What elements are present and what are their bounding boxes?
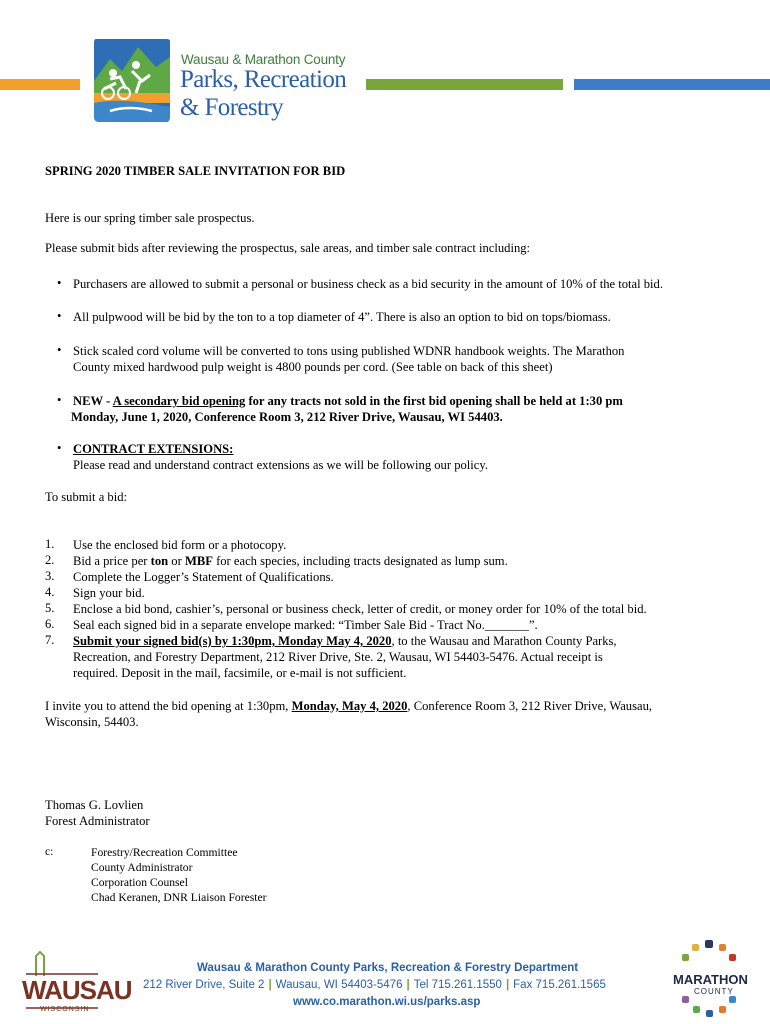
step-number: 7. <box>45 633 55 647</box>
to-submit-heading: To submit a bid: <box>45 490 128 504</box>
bullet-item: Purchasers are allowed to submit a personal or business check as a bid security in the amount of 10% of the total bid. <box>73 277 664 291</box>
step-number: 3. <box>45 569 55 583</box>
footer-city: Wausau, WI 54403-5476 <box>275 979 403 991</box>
header-blue-bar <box>574 79 770 90</box>
deadline-text: Submit your signed bid(s) by 1:30pm, Monday May 4, 2020 <box>73 634 392 648</box>
contract-extensions-text: Please read and understand contract extensions as we will be following our policy. <box>73 458 489 472</box>
bullet-icon: • <box>57 441 62 455</box>
marathon-logo-text: MARATHON <box>673 972 748 987</box>
cc-recipient: Chad Keranen, DNR Liaison Forester <box>91 891 267 904</box>
secondary-bid-details: Monday, June 1, 2020, Conference Room 3, 212 River Drive, Wausau, WI 54403. <box>71 410 503 424</box>
footer-tel: Tel 715.261.1550 <box>413 979 502 991</box>
step-number: 1. <box>45 537 55 551</box>
signer-title: Forest Administrator <box>45 814 150 828</box>
invite-paragraph: I invite you to attend the bid opening at 1:30pm, Monday, May 4, 2020, Conference Room 3, 212 River Drive, Wausau, Wisconsin, 54403. <box>45 699 653 729</box>
bullet-item <box>73 343 733 375</box>
cc-label: c: <box>45 845 54 858</box>
letter-title: SPRING 2020 TIMBER SALE INVITATION FOR BID <box>45 164 346 178</box>
step-item: Complete the Logger’s Statement of Qualifications. <box>73 570 334 584</box>
footer-contact: 212 River Drive, Suite 2 | Wausau, WI 54403-5476 | Tel 715.261.1550 | Fax 715.261.1565 <box>143 979 606 991</box>
new-label: NEW - <box>73 394 113 408</box>
bullet-item-contract-extensions <box>73 441 733 473</box>
header-orange-bar <box>0 79 80 90</box>
cc-recipient: Forestry/Recreation Committee <box>91 846 238 859</box>
step-item: Enclose a bid bond, cashier’s, personal or business check, letter of credit, or money order for 10% of the total bid. <box>73 602 647 616</box>
bullet-icon: • <box>57 393 62 407</box>
step-number: 6. <box>45 617 55 631</box>
cc-recipient: County Administrator <box>91 861 193 874</box>
bullet-icon: • <box>57 343 62 357</box>
signer-name: Thomas G. Lovlien <box>45 798 144 812</box>
county-logo-text: COUNTY <box>694 987 734 996</box>
secondary-bid-text: for any tracts not sold in the first bid opening shall be held at 1:30 pm <box>245 394 623 408</box>
step-item-deadline: Submit your signed bid(s) by 1:30pm, Monday May 4, 2020, to the Wausau and Marathon County Parks, Recreation, and Forestry Department, 212 River Drive, Ste. 2, Wausau, WI 54403-5476. Actual receipt is required. Deposit in the mail, facsimile, or e-mail is not sufficient. <box>73 634 617 680</box>
header-green-bar <box>366 79 563 90</box>
footer-department: Wausau & Marathon County Parks, Recreation & Forestry Department <box>197 962 579 974</box>
step-number: 2. <box>45 553 55 567</box>
bid-opening-date: Monday, May 4, 2020 <box>291 699 408 713</box>
bullet-icon: • <box>57 309 62 323</box>
wausau-logo-text: WAUSAU <box>22 975 132 1005</box>
org-name-line2: Parks, Recreation <box>180 66 347 93</box>
bullet-item: All pulpwood will be bid by the ton to a top diameter of 4”. There is also an option to bid on tops/biomass. <box>73 310 611 324</box>
submit-intro-paragraph: Please submit bids after reviewing the prospectus, sale areas, and timber sale contract including: <box>45 241 531 255</box>
step-item: Seal each signed bid in a separate envelope marked: “Timber Sale Bid - Tract No._______”. <box>73 618 538 632</box>
org-name-line3: & Forestry <box>180 94 284 121</box>
cc-recipient: Corporation Counsel <box>91 876 188 889</box>
org-name-line1: Wausau & Marathon County <box>181 52 346 67</box>
footer-address: 212 River Drive, Suite 2 <box>143 979 265 991</box>
step-item: Use the enclosed bid form or a photocopy. <box>73 538 287 552</box>
parks-logo-icon <box>90 37 172 124</box>
bullet-line: Stick scaled cord volume will be converted to tons using published WDNR handbook weights. The Marathon <box>73 344 625 358</box>
bullet-item-secondary-bid <box>73 393 733 425</box>
intro-paragraph: Here is our spring timber sale prospectus. <box>45 211 255 225</box>
bullet-line: County mixed hardwood pulp weight is 4800 pounds per cord. (See table on back of this sheet) <box>73 360 553 374</box>
bullet-icon: • <box>57 276 62 290</box>
wausau-logo-subtext: WISCONSIN <box>40 1006 90 1013</box>
step-item: Bid a price per ton or MBF for each species, including tracts designated as lump sum. <box>73 554 508 568</box>
footer-fax: Fax 715.261.1565 <box>513 979 606 991</box>
footer-website-link[interactable]: www.co.marathon.wi.us/parks.asp <box>293 996 481 1008</box>
secondary-bid-heading: A secondary bid opening <box>112 394 246 408</box>
contract-extensions-heading: CONTRACT EXTENSIONS: <box>73 442 234 456</box>
step-number: 5. <box>45 601 55 615</box>
step-number: 4. <box>45 585 55 599</box>
step-item: Sign your bid. <box>73 586 145 600</box>
